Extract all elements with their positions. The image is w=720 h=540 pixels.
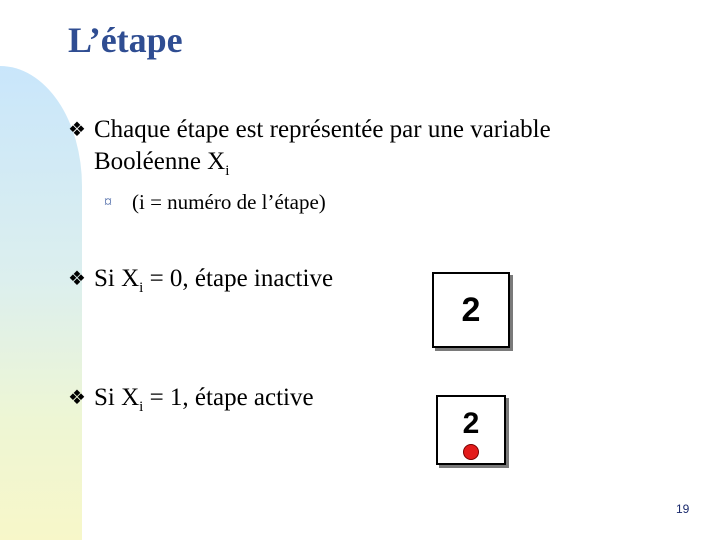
diamond-bullet-icon: ❖ xyxy=(68,268,86,290)
page-number: 19 xyxy=(676,502,690,516)
bullet-active-step: ❖ Si $X_i = 1$, étape active xyxy=(68,384,314,415)
active-step-number: 2 xyxy=(462,407,480,440)
subscript-i: i xyxy=(139,280,144,296)
bullet-inactive-step: ❖ Si $X_i = 0$, étape inactive xyxy=(68,265,334,296)
slide-title: L’étape xyxy=(68,20,183,60)
inactive-step-box: 2 xyxy=(432,272,510,348)
diamond-bullet-icon: ❖ xyxy=(68,387,86,409)
currency-bullet-icon: ¤ xyxy=(104,194,112,211)
bullet-text-line2: Booléenne $X_i$ xyxy=(94,148,230,179)
active-token-icon xyxy=(463,444,479,460)
subscript-i: i xyxy=(139,399,144,415)
bullet-text-line1: Chaque étape est représentée par une variable xyxy=(94,116,551,143)
sub-bullet-index-note xyxy=(104,188,326,217)
bullet-variable-definition xyxy=(68,114,551,146)
sub-bullet-text: (i = numéro de l’étape) xyxy=(132,190,326,214)
diamond-bullet-icon: ❖ xyxy=(68,119,86,141)
active-step-box xyxy=(436,395,506,465)
subscript-i: i xyxy=(225,163,230,179)
